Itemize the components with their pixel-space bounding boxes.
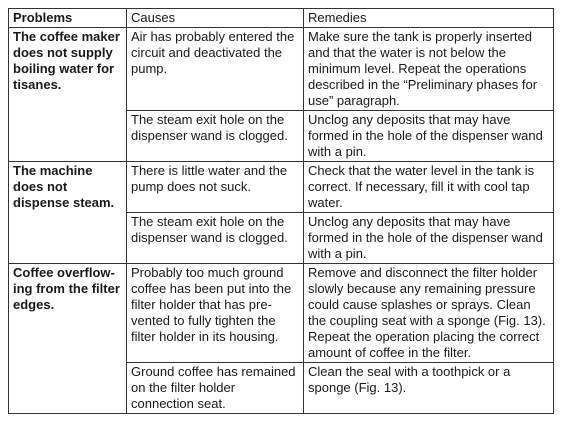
cause-cell: The steam exit hole on the dispenser wand is clogged.	[127, 111, 304, 162]
problem-cell: The machine does not dispense steam.	[9, 162, 127, 264]
table-row	[9, 264, 554, 363]
remedy-cell: Check that the water level in the tank is correct. If necessary, fill it with cool tap water.	[304, 162, 554, 213]
cause-cell: The steam exit hole on the dispenser wand is clogged.	[127, 213, 304, 264]
table-row	[9, 28, 554, 111]
problem-cell: Coffee overflow-ing from the filter edges.	[9, 264, 127, 414]
cause-cell: Ground coffee has remained on the filter holder connection seat.	[127, 363, 304, 414]
cause-cell: There is little water and the pump does not suck.	[127, 162, 304, 213]
remedy-cell: Clean the seal with a toothpick or a sponge (Fig. 13).	[304, 363, 554, 414]
remedy-cell: Make sure the tank is properly inserted and that the water is not below the minimum level. Repeat the operations described in the “Preliminary phases for use” paragraph.	[304, 28, 554, 111]
header-causes: Causes	[127, 9, 304, 28]
troubleshooting-table	[8, 8, 554, 414]
table-row	[9, 162, 554, 213]
remedy-cell: Unclog any deposits that may have formed in the hole of the dispenser wand with a pin.	[304, 213, 554, 264]
cause-cell: Probably too much ground coffee has been put into the filter holder that has pre-vented to fully tighten the filter holder in its housing.	[127, 264, 304, 363]
cause-cell: Air has probably entered the circuit and deactivated the pump.	[127, 28, 304, 111]
header-row	[9, 9, 554, 28]
problem-cell: The coffee maker does not supply boiling water for tisanes.	[9, 28, 127, 162]
header-problems: Problems	[9, 9, 127, 28]
remedy-cell: Unclog any deposits that may have formed in the hole of the dispenser wand with a pin.	[304, 111, 554, 162]
header-remedies: Remedies	[304, 9, 554, 28]
remedy-cell: Remove and disconnect the filter holder slowly because any remaining pressure could cause splashes or sprays. Clean the coupling seat with a sponge (Fig. 13). Repeat the operation placing the correct amount of coffee in the filter.	[304, 264, 554, 363]
